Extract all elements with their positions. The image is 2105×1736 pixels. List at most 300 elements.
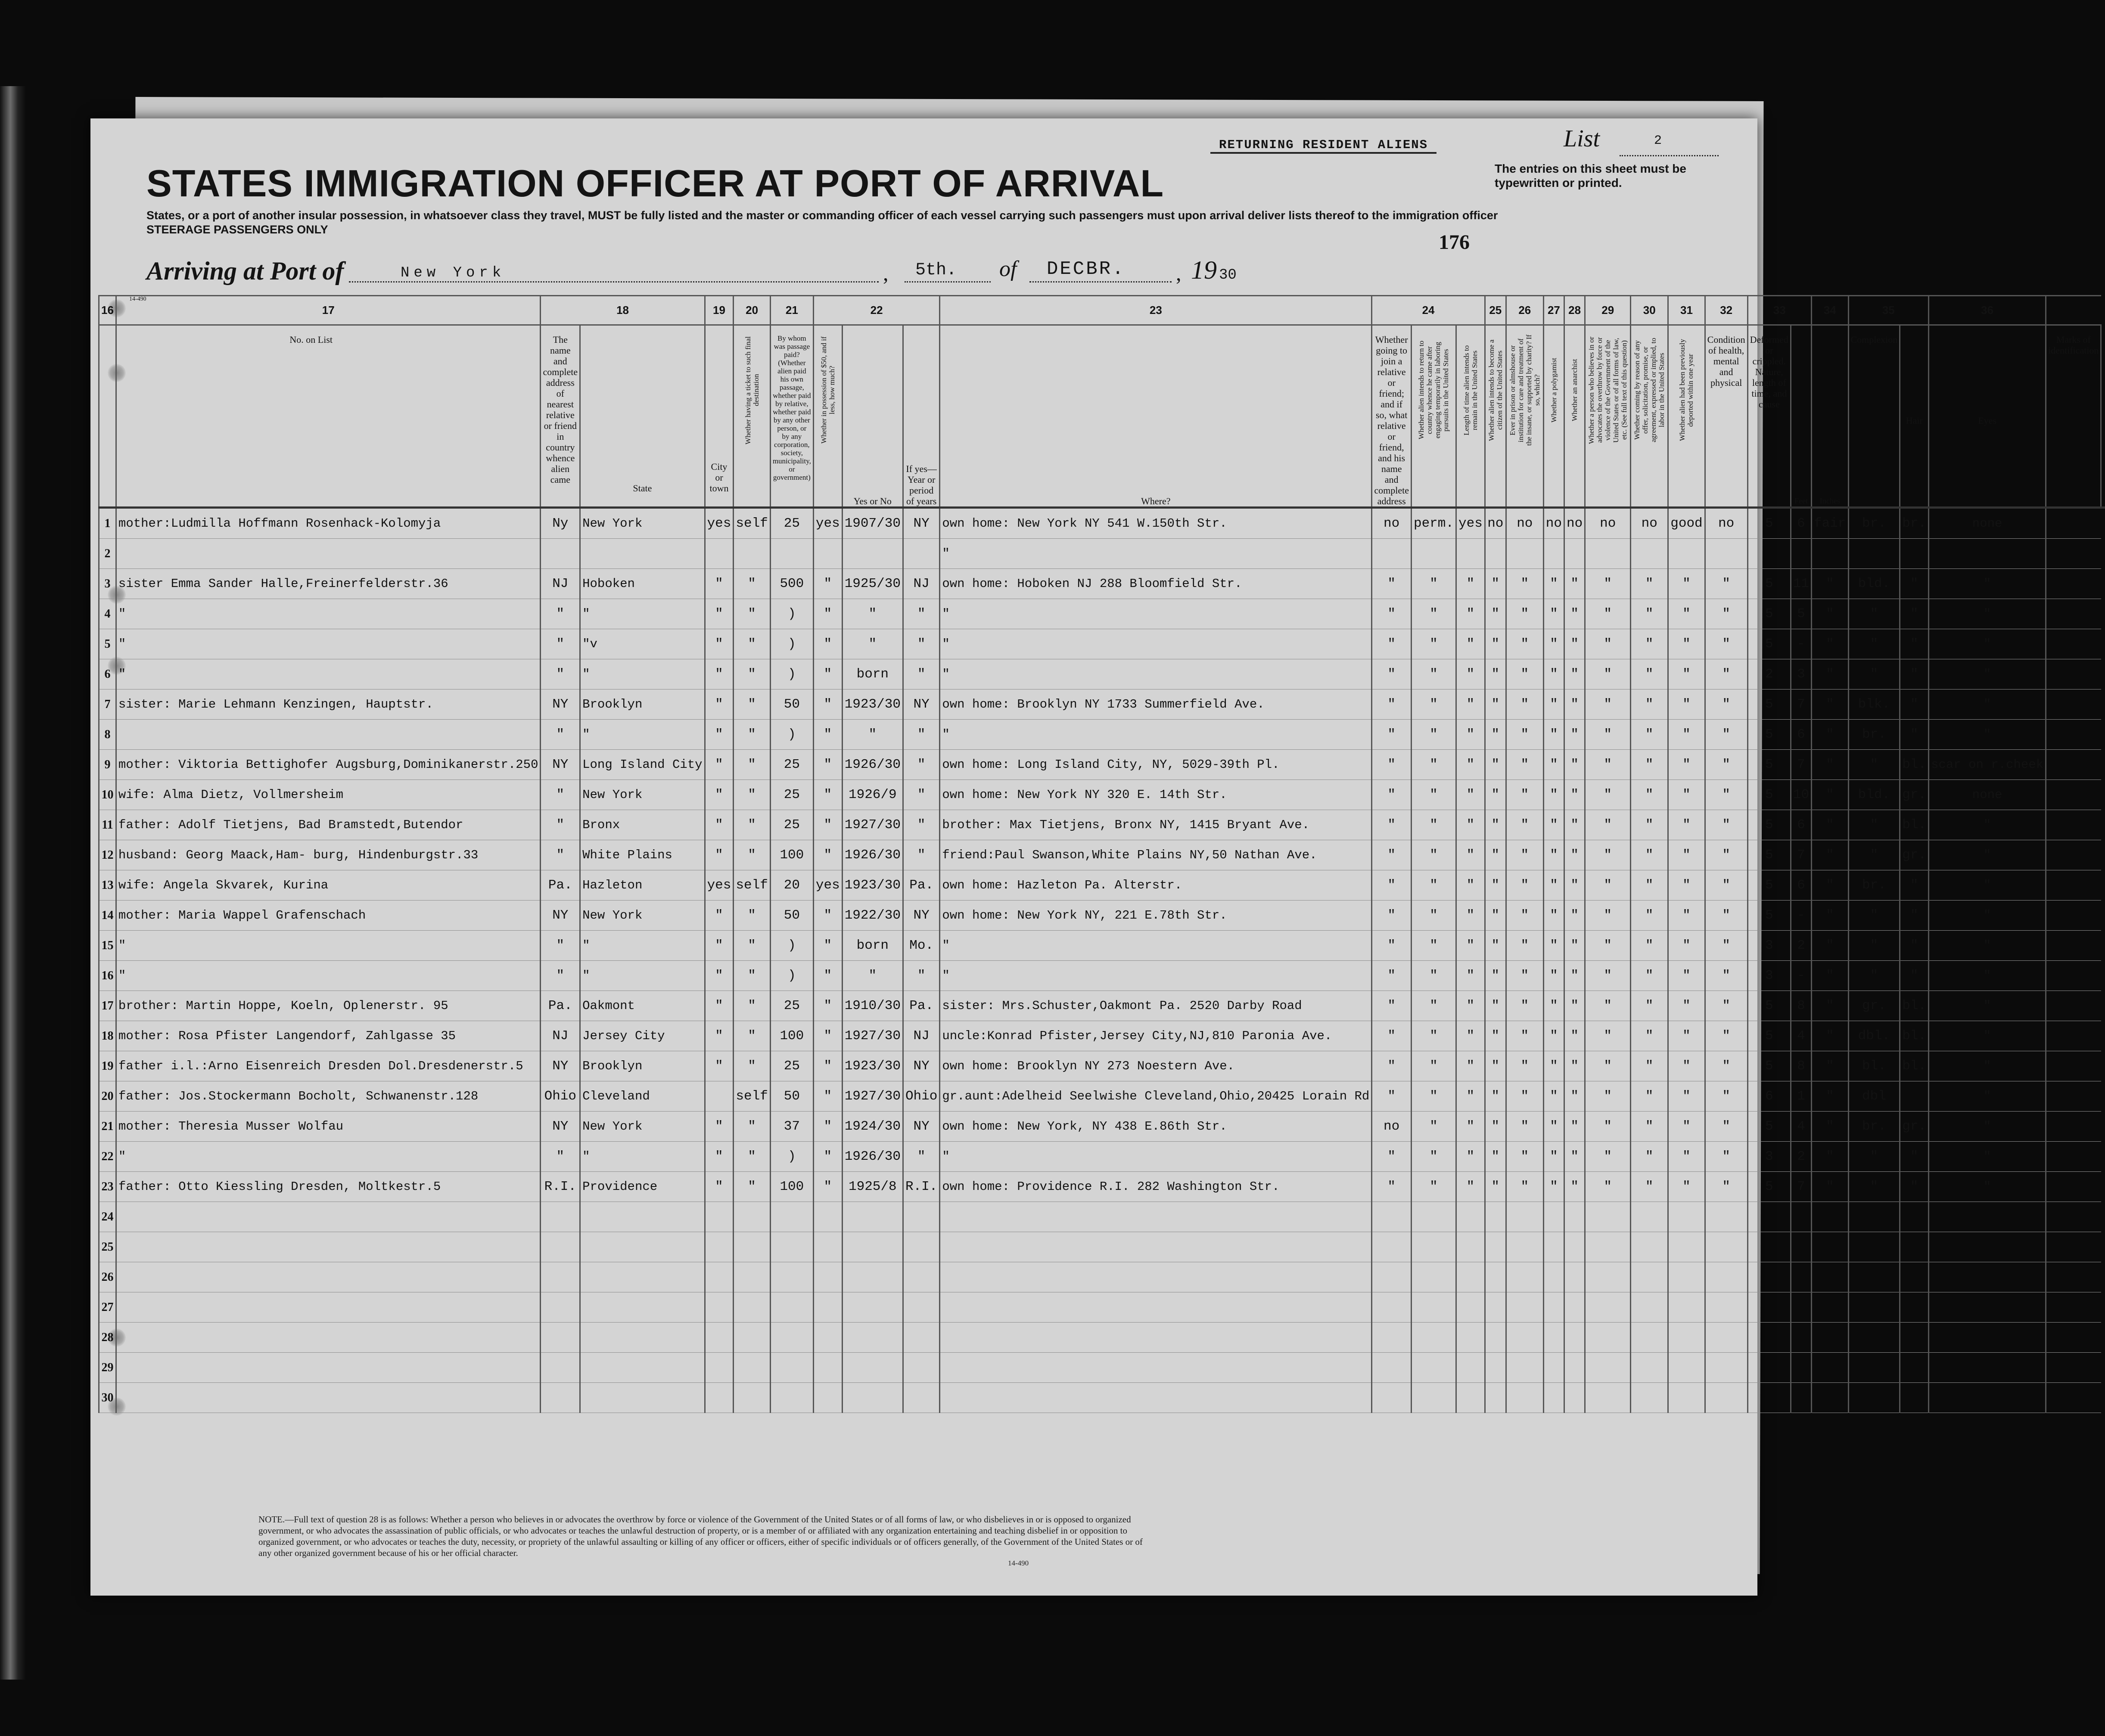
cell-inches: 4: [1791, 1021, 1811, 1051]
cell-state: NY: [541, 750, 580, 780]
cell-hair: br.: [1848, 1112, 1900, 1142]
cell-eyes: [1900, 1323, 1929, 1353]
cell-marks: ": [1929, 810, 2046, 840]
cell-eyes: bl.: [1900, 750, 1929, 780]
row-number: 15: [99, 931, 116, 961]
cell-health: ": [1668, 870, 1705, 901]
row-number: 28: [99, 1323, 116, 1353]
cell-marks: ": [1929, 720, 2046, 750]
cell-deformed: ": [1705, 1172, 1747, 1202]
cell-citizen: ": [1456, 720, 1485, 750]
cell-years: 1923/30: [842, 689, 903, 720]
col-num: 21: [770, 296, 813, 325]
cell-marks: ": [1929, 599, 2046, 629]
cell-polyg: ": [1506, 931, 1543, 961]
table-row: [95, 1202, 2105, 1232]
cell-ticket: yes: [705, 508, 734, 539]
cell-deformed: ": [1705, 629, 1747, 659]
cell-health: [1668, 1232, 1705, 1262]
cell-prison: ": [1485, 1172, 1506, 1202]
row-number: 19: [99, 1051, 116, 1081]
header-yes-no: Yes or No: [842, 325, 903, 508]
cell-relative: [116, 1232, 541, 1262]
cell-before: ": [813, 780, 842, 810]
cell-years: 1927/30: [842, 1021, 903, 1051]
cell-complexion: ": [1812, 901, 1848, 931]
cell-inches: 5: [1791, 599, 1811, 629]
table-row: [95, 1353, 2105, 1383]
cell-citizen: ": [1456, 991, 1485, 1021]
cell-ticket: ": [705, 810, 734, 840]
form-number-top: 14-490: [129, 296, 146, 302]
cell-ticket: ": [705, 569, 734, 599]
cell-paid: ": [734, 569, 770, 599]
cell-paid: self: [734, 870, 770, 901]
cell-q29: ": [1585, 1021, 1631, 1051]
cell-ret: ": [1372, 629, 1412, 659]
cell-anarch: ": [1543, 1081, 1564, 1112]
cell-state: [541, 1353, 580, 1383]
cell-q29: [1585, 1262, 1631, 1292]
col-num: 24: [1372, 296, 1485, 325]
cell-ret: no: [1372, 508, 1412, 539]
cell-years: ": [842, 720, 903, 750]
cell-anarch: [1543, 1353, 1564, 1383]
cell-city: Oakmont: [580, 991, 705, 1021]
cell-ret: ": [1372, 870, 1412, 901]
cell-state: ": [541, 659, 580, 689]
cell-health: ": [1668, 629, 1705, 659]
cell-q29: ": [1585, 1081, 1631, 1112]
cell-ticket: [705, 1292, 734, 1323]
cell-relative: father i.l.:Arno Eisenreich Dresden Dol.Dresdenerstr.5: [116, 1051, 541, 1081]
header-feet: Feet: [1791, 325, 1811, 508]
cell-complexion: fair: [1812, 508, 1848, 539]
cell-city: New York: [580, 901, 705, 931]
cell-money: 50: [770, 1081, 813, 1112]
cell-where: ": [903, 750, 939, 780]
cell-eyes: ": [1900, 569, 1929, 599]
cell-anarch: ": [1543, 720, 1564, 750]
table-row: [95, 1292, 2105, 1323]
cell-hair: ": [1848, 931, 1900, 961]
cell-where: ": [903, 599, 939, 629]
cell-hair: gr.: [1848, 991, 1900, 1021]
row-number: 27: [99, 1292, 116, 1323]
cell-eyes: br.: [1900, 508, 1929, 539]
cell-state: Ny: [541, 508, 580, 539]
cell-q28: no: [1564, 508, 1585, 539]
cell-hair: [1848, 1292, 1900, 1323]
cell-before: ": [813, 1021, 842, 1051]
cell-paid: ": [734, 780, 770, 810]
cell-ret: ": [1372, 599, 1412, 629]
cell-eyes: ": [1900, 901, 1929, 931]
cell-before: ": [813, 569, 842, 599]
cell-polyg: [1506, 1353, 1543, 1383]
cell-complexion: ": [1812, 1172, 1848, 1202]
cell-eyes: bl.: [1900, 1021, 1929, 1051]
cell-relative: ": [116, 1142, 541, 1172]
arrival-month: DECBR.: [1047, 258, 1126, 280]
cell-years: 1922/30: [842, 901, 903, 931]
cell-where: [903, 1262, 939, 1292]
cell-where: [903, 1353, 939, 1383]
cell-deported: [1631, 1292, 1668, 1323]
cell-health: ": [1668, 961, 1705, 991]
table-row: [95, 810, 2105, 840]
header-relative: The name and complete address of nearest relative or friend in country whence alien came: [541, 325, 580, 508]
cell-eyes: [1900, 1353, 1929, 1383]
col-num: 28: [1564, 296, 1585, 325]
cell-paid: ": [734, 1172, 770, 1202]
cell-q29: ": [1585, 1142, 1631, 1172]
table-row: [95, 1323, 2105, 1353]
cell-polyg: ": [1506, 1172, 1543, 1202]
cell-citizen: [1456, 1383, 1485, 1413]
cell-paid: ": [734, 689, 770, 720]
cell-city: ": [580, 931, 705, 961]
col-num: 33: [1747, 296, 1811, 325]
cell-marks: ": [1929, 659, 2046, 689]
cell-deformed: ": [1705, 991, 1747, 1021]
cell-deformed: ": [1705, 1081, 1747, 1112]
cell-anarch: [1543, 1202, 1564, 1232]
cell-ticket: [705, 1383, 734, 1413]
cell-complexion: [1812, 1383, 1848, 1413]
column-header-row: [95, 325, 2105, 508]
cell-money: 20: [770, 870, 813, 901]
cell-state: ": [541, 629, 580, 659]
cell-inches: [1791, 1323, 1811, 1353]
cell-city: [580, 1292, 705, 1323]
cell-where: [903, 1323, 939, 1353]
cell-q28: [1564, 1383, 1585, 1413]
cell-eyes: ": [1900, 720, 1929, 750]
cell-before: ": [813, 901, 842, 931]
cell-length: ": [1411, 689, 1456, 720]
cell-paid: self: [734, 508, 770, 539]
row-number: 4: [99, 599, 116, 629]
row-number: 13: [99, 870, 116, 901]
cell-citizen: ": [1456, 750, 1485, 780]
cell-complexion: ": [1812, 991, 1848, 1021]
cell-deformed: [1705, 1383, 1747, 1413]
cell-polyg: ": [1506, 780, 1543, 810]
col-num: 26: [1506, 296, 1543, 325]
cell-deported: [1631, 539, 1668, 569]
cell-paid: ": [734, 961, 770, 991]
cell-where: NY: [903, 1051, 939, 1081]
row-number: 8: [99, 720, 116, 750]
cell-feet: 5: [1747, 991, 1791, 1021]
cell-complexion: [1812, 1353, 1848, 1383]
cell-citizen: ": [1456, 901, 1485, 931]
cell-state: NJ: [541, 1021, 580, 1051]
cell-q28: [1564, 1262, 1585, 1292]
cell-polyg: ": [1506, 840, 1543, 870]
cell-health: ": [1668, 720, 1705, 750]
cell-paid: [734, 1262, 770, 1292]
cell-citizen: ": [1456, 599, 1485, 629]
col-num: 31: [1668, 296, 1705, 325]
cell-feet: 3: [1747, 961, 1791, 991]
cell-deformed: ": [1705, 810, 1747, 840]
cell-health: ": [1668, 1172, 1705, 1202]
cell-ticket: ": [705, 1021, 734, 1051]
cell-join: [940, 1262, 1372, 1292]
cell-before: [813, 1232, 842, 1262]
of-label: of: [999, 257, 1017, 281]
cell-marks: ": [1929, 870, 2046, 901]
cell-q28: ": [1564, 720, 1585, 750]
cell-state: NY: [541, 1051, 580, 1081]
typewritten-note: The entries on this sheet must be typewritten or printed.: [1495, 162, 1686, 189]
cell-where: ": [903, 659, 939, 689]
cell-before: ": [813, 810, 842, 840]
cell-length: ": [1411, 870, 1456, 901]
cell-q29: ": [1585, 629, 1631, 659]
cell-feet: 5: [1747, 720, 1791, 750]
cell-before: ": [813, 991, 842, 1021]
cell-q29: no: [1585, 508, 1631, 539]
cell-polyg: ": [1506, 870, 1543, 901]
cell-ticket: [705, 539, 734, 569]
cell-ticket: ": [705, 689, 734, 720]
table-row: [95, 689, 2105, 720]
row-number: 11: [99, 810, 116, 840]
cell-polyg: [1506, 1262, 1543, 1292]
row-number: 26: [99, 1262, 116, 1292]
cell-marks: [1929, 1383, 2046, 1413]
cell-hair: ": [1848, 1172, 1900, 1202]
cell-paid: ": [734, 599, 770, 629]
cell-length: ": [1411, 750, 1456, 780]
cell-q29: ": [1585, 599, 1631, 629]
cell-inches: 1: [1791, 1081, 1811, 1112]
cell-length: ": [1411, 1021, 1456, 1051]
cell-ticket: yes: [705, 870, 734, 901]
row-number: 21: [99, 1112, 116, 1142]
cell-deported: ": [1631, 1021, 1668, 1051]
subtitle-line1: States, or a port of another insular possession, in whatsoever class they travel, MUST be fully listed and the master or commanding officer of each vessel carrying such passengers must upon arrival deliver lists thereof to the immigration officer: [146, 209, 1498, 222]
cell-q29: [1585, 1292, 1631, 1323]
cell-before: ": [813, 931, 842, 961]
cell-complexion: [1812, 1262, 1848, 1292]
cell-q28: ": [1564, 901, 1585, 931]
cell-relative: sister: Marie Lehmann Kenzingen, Hauptstr.: [116, 689, 541, 720]
cell-paid: [734, 1292, 770, 1323]
cell-q29: ": [1585, 810, 1631, 840]
cell-citizen: ": [1456, 870, 1485, 901]
cell-polyg: ": [1506, 750, 1543, 780]
cell-polyg: ": [1506, 659, 1543, 689]
cell-where: NY: [903, 901, 939, 931]
table-row: [95, 1051, 2105, 1081]
cell-q28: ": [1564, 599, 1585, 629]
col-num: 36: [1929, 296, 2046, 325]
cell-q29: ": [1585, 901, 1631, 931]
header-polygamist: Whether a polygamist: [1543, 325, 1564, 508]
cell-state: Pa.: [541, 991, 580, 1021]
cell-deported: [1631, 1383, 1668, 1413]
cell-hair: [1848, 539, 1900, 569]
table-row: [95, 569, 2105, 599]
cell-state: [541, 1202, 580, 1232]
row-number: 18: [99, 1021, 116, 1051]
table-row: [95, 629, 2105, 659]
cell-eyes: ": [1900, 961, 1929, 991]
cell-ret: ": [1372, 961, 1412, 991]
header-list-no: No. on List: [99, 325, 523, 508]
cell-anarch: [1543, 1323, 1564, 1353]
cell-join: own home: Hoboken NJ 288 Bloomfield Str.: [940, 569, 1372, 599]
cell-polyg: ": [1506, 1081, 1543, 1112]
cell-prison: [1485, 1262, 1506, 1292]
cell-anarch: [1543, 1383, 1564, 1413]
cell-city: [580, 1262, 705, 1292]
cell-state: [541, 539, 580, 569]
cell-health: ": [1668, 1081, 1705, 1112]
cell-deformed: ": [1705, 599, 1747, 629]
cell-ret: ": [1372, 840, 1412, 870]
header-marks: Marks of identification: [2046, 325, 2101, 508]
cell-join: own home: Brooklyn NY 273 Noestern Ave.: [940, 1051, 1372, 1081]
cell-deformed: ": [1705, 961, 1747, 991]
cell-state: ": [541, 1142, 580, 1172]
cell-complexion: ": [1812, 840, 1848, 870]
cell-complexion: ": [1812, 961, 1848, 991]
header-hair: Hair: [1900, 325, 1929, 508]
stamp-number: 176: [1439, 231, 1470, 254]
cell-polyg: [1506, 1232, 1543, 1262]
cell-q29: [1585, 1202, 1631, 1232]
cell-health: ": [1668, 780, 1705, 810]
cell-where: R.I.: [903, 1172, 939, 1202]
cell-q28: ": [1564, 840, 1585, 870]
cell-before: ": [813, 720, 842, 750]
cell-length: ": [1411, 931, 1456, 961]
cell-relative: ": [116, 961, 541, 991]
row-number: 24: [99, 1202, 116, 1232]
header-prison: Ever in prison or almshouse or institution for care and treatment of the insane, or supported by charity? If so, which?: [1506, 325, 1543, 508]
cell-deformed: ": [1705, 1112, 1747, 1142]
cell-money: 50: [770, 901, 813, 931]
cell-q28: ": [1564, 659, 1585, 689]
cell-marks: none: [1929, 508, 2046, 539]
cell-deformed: ": [1705, 659, 1747, 689]
cell-complexion: [1812, 1292, 1848, 1323]
cell-length: ": [1411, 1112, 1456, 1142]
cell-citizen: ": [1456, 1021, 1485, 1051]
header-health: Condition of health, mental and physical: [1705, 325, 1747, 508]
cell-prison: ": [1485, 840, 1506, 870]
cell-inches: [1791, 1292, 1811, 1323]
arrival-day: 5th.: [915, 261, 957, 280]
cell-feet: [1747, 1232, 1791, 1262]
cell-money: 100: [770, 840, 813, 870]
cell-inches: [1791, 539, 1811, 569]
cell-q28: ": [1564, 780, 1585, 810]
cell-city: Brooklyn: [580, 1051, 705, 1081]
cell-before: ": [813, 961, 842, 991]
col-num: 29: [1585, 296, 1631, 325]
cell-complexion: [1812, 539, 1848, 569]
cell-prison: ": [1485, 991, 1506, 1021]
cell-anarch: [1543, 1262, 1564, 1292]
cell-hair: ": [1848, 961, 1900, 991]
cell-ticket: ": [705, 1112, 734, 1142]
cell-state: ": [541, 780, 580, 810]
cell-money: [770, 1383, 813, 1413]
cell-complexion: ": [1812, 780, 1848, 810]
cell-inches: 10: [1791, 780, 1811, 810]
cell-q29: ": [1585, 870, 1631, 901]
cell-prison: no: [1485, 508, 1506, 539]
cell-city: [580, 1232, 705, 1262]
cell-q28: [1564, 1232, 1585, 1262]
cell-deformed: ": [1705, 720, 1747, 750]
cell-citizen: ": [1456, 569, 1485, 599]
cell-ticket: ": [705, 780, 734, 810]
cell-marks: ": [1929, 1021, 2046, 1051]
cell-complexion: [1812, 1202, 1848, 1232]
col-num: 18: [541, 296, 705, 325]
cell-length: ": [1411, 659, 1456, 689]
cell-ret: ": [1372, 1081, 1412, 1112]
cell-paid: ": [734, 629, 770, 659]
table-row: [95, 539, 2105, 569]
cell-paid: ": [734, 840, 770, 870]
cell-inches: 2: [1791, 1142, 1811, 1172]
cell-deformed: ": [1705, 1142, 1747, 1172]
cell-eyes: [1900, 1262, 1929, 1292]
cell-city: [580, 1202, 705, 1232]
cell-join: [940, 1232, 1372, 1262]
cell-ret: [1372, 539, 1412, 569]
cell-polyg: ": [1506, 1142, 1543, 1172]
cell-q28: ": [1564, 810, 1585, 840]
cell-city: ": [580, 599, 705, 629]
cell-feet: [1747, 539, 1791, 569]
cell-deformed: no: [1705, 508, 1747, 539]
cell-prison: ": [1485, 689, 1506, 720]
cell-eyes: [1900, 1081, 1929, 1112]
cell-deported: ": [1631, 659, 1668, 689]
cell-state: Ohio: [541, 1081, 580, 1112]
cell-ticket: ": [705, 840, 734, 870]
cell-complexion: ": [1812, 720, 1848, 750]
cell-state: ": [541, 931, 580, 961]
cell-q28: ": [1564, 689, 1585, 720]
cell-feet: 5: [1747, 599, 1791, 629]
col-num: 27: [1543, 296, 1564, 325]
cell-ret: ": [1372, 1172, 1412, 1202]
cell-ret: ": [1372, 991, 1412, 1021]
cell-feet: 5: [1747, 750, 1791, 780]
cell-q29: [1585, 1353, 1631, 1383]
cell-ret: ": [1372, 1051, 1412, 1081]
cell-marks: ": [1929, 689, 2046, 720]
table-row: [95, 1081, 2105, 1112]
cell-marks: scar on r.cheek: [1929, 750, 2046, 780]
cell-polyg: ": [1506, 720, 1543, 750]
cell-health: [1668, 539, 1705, 569]
cell-q28: [1564, 1202, 1585, 1232]
cell-before: ": [813, 629, 842, 659]
cell-where: [903, 539, 939, 569]
cell-feet: 5: [1747, 569, 1791, 599]
